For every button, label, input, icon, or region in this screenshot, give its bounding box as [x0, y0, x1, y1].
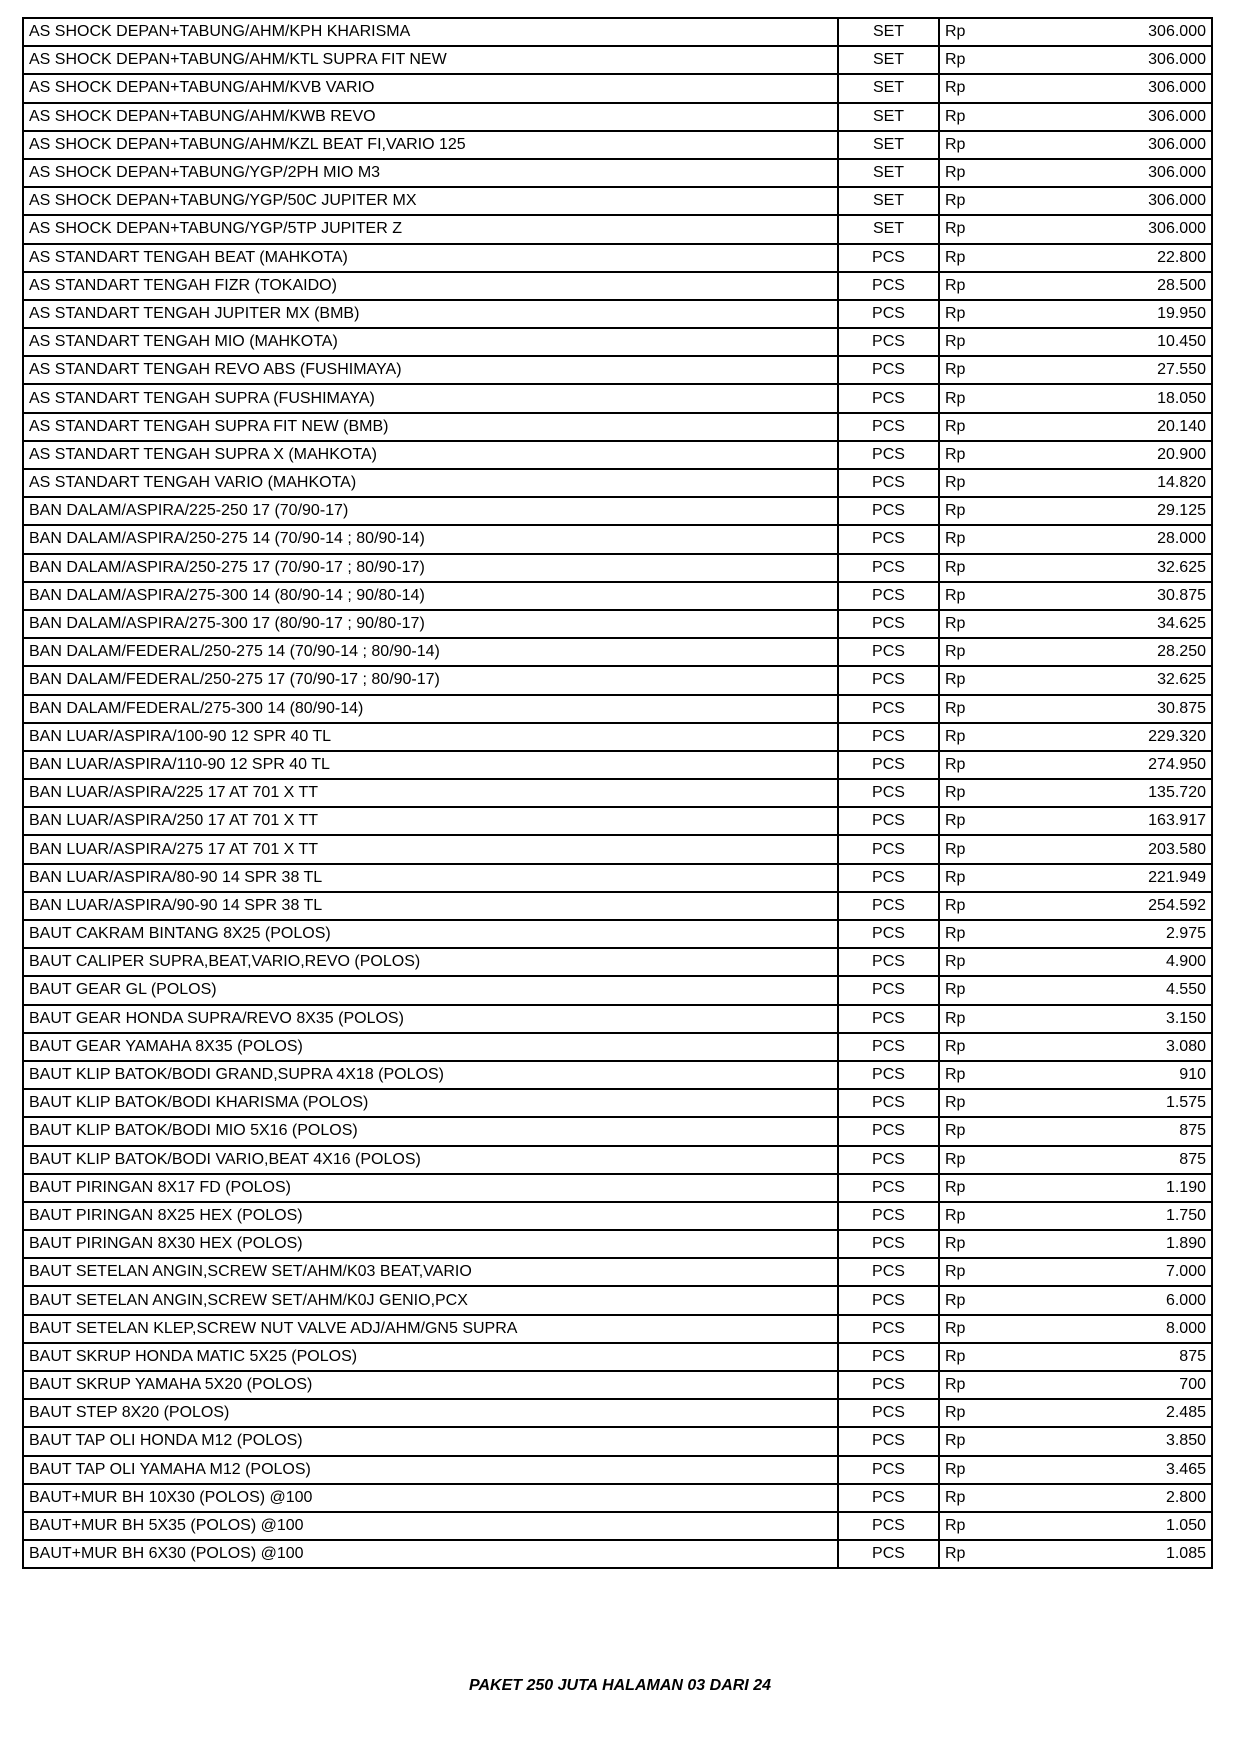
currency-cell: Rp: [939, 1286, 999, 1314]
item-name-cell: BAUT GEAR YAMAHA 8X35 (POLOS): [23, 1033, 838, 1061]
table-row: [23, 413, 1212, 441]
price-table-body: [23, 18, 1212, 1568]
table-row: [23, 187, 1212, 215]
price-cell: 20.140: [999, 413, 1212, 441]
price-cell: 20.900: [999, 441, 1212, 469]
price-cell: 875: [999, 1117, 1212, 1145]
currency-cell: Rp: [939, 1089, 999, 1117]
currency-cell: Rp: [939, 751, 999, 779]
item-name-cell: AS SHOCK DEPAN+TABUNG/AHM/KZL BEAT FI,VARIO 125: [23, 131, 838, 159]
currency-cell: Rp: [939, 131, 999, 159]
unit-cell: PCS: [838, 356, 939, 384]
price-cell: 32.625: [999, 666, 1212, 694]
price-cell: 135.720: [999, 779, 1212, 807]
unit-cell: SET: [838, 18, 939, 46]
price-cell: 4.900: [999, 948, 1212, 976]
table-row: [23, 948, 1212, 976]
item-name-cell: BAN LUAR/ASPIRA/110-90 12 SPR 40 TL: [23, 751, 838, 779]
item-name-cell: BAUT SETELAN ANGIN,SCREW SET/AHM/K0J GENIO,PCX: [23, 1286, 838, 1314]
currency-cell: Rp: [939, 864, 999, 892]
price-cell: 274.950: [999, 751, 1212, 779]
unit-cell: PCS: [838, 328, 939, 356]
currency-cell: Rp: [939, 723, 999, 751]
price-cell: 8.000: [999, 1315, 1212, 1343]
price-cell: 10.450: [999, 328, 1212, 356]
item-name-cell: BAUT+MUR BH 5X35 (POLOS) @100: [23, 1512, 838, 1540]
currency-cell: Rp: [939, 835, 999, 863]
unit-cell: PCS: [838, 638, 939, 666]
currency-cell: Rp: [939, 554, 999, 582]
currency-cell: Rp: [939, 18, 999, 46]
table-row: [23, 1202, 1212, 1230]
currency-cell: Rp: [939, 497, 999, 525]
price-cell: 34.625: [999, 610, 1212, 638]
table-row: [23, 159, 1212, 187]
item-name-cell: AS STANDART TENGAH FIZR (TOKAIDO): [23, 272, 838, 300]
table-row: [23, 779, 1212, 807]
currency-cell: Rp: [939, 610, 999, 638]
item-name-cell: BAN DALAM/FEDERAL/250-275 17 (70/90-17 ; 80/90-17): [23, 666, 838, 694]
price-table: [22, 17, 1213, 1569]
item-name-cell: BAUT+MUR BH 10X30 (POLOS) @100: [23, 1484, 838, 1512]
price-cell: 3.465: [999, 1456, 1212, 1484]
table-row: [23, 103, 1212, 131]
item-name-cell: AS SHOCK DEPAN+TABUNG/AHM/KTL SUPRA FIT NEW: [23, 46, 838, 74]
currency-cell: Rp: [939, 1258, 999, 1286]
item-name-cell: BAN DALAM/ASPIRA/275-300 14 (80/90-14 ; 90/80-14): [23, 582, 838, 610]
item-name-cell: BAN DALAM/ASPIRA/225-250 17 (70/90-17): [23, 497, 838, 525]
currency-cell: Rp: [939, 356, 999, 384]
currency-cell: Rp: [939, 103, 999, 131]
price-cell: 203.580: [999, 835, 1212, 863]
item-name-cell: BAN LUAR/ASPIRA/80-90 14 SPR 38 TL: [23, 864, 838, 892]
unit-cell: PCS: [838, 1202, 939, 1230]
item-name-cell: AS STANDART TENGAH MIO (MAHKOTA): [23, 328, 838, 356]
item-name-cell: BAUT+MUR BH 6X30 (POLOS) @100: [23, 1540, 838, 1568]
price-cell: 14.820: [999, 469, 1212, 497]
unit-cell: PCS: [838, 1033, 939, 1061]
item-name-cell: AS STANDART TENGAH SUPRA FIT NEW (BMB): [23, 413, 838, 441]
table-row: [23, 723, 1212, 751]
currency-cell: Rp: [939, 807, 999, 835]
currency-cell: Rp: [939, 1061, 999, 1089]
item-name-cell: BAUT SETELAN ANGIN,SCREW SET/AHM/K03 BEAT,VARIO: [23, 1258, 838, 1286]
currency-cell: Rp: [939, 1230, 999, 1258]
price-cell: 4.550: [999, 976, 1212, 1004]
table-row: [23, 807, 1212, 835]
currency-cell: Rp: [939, 1512, 999, 1540]
currency-cell: Rp: [939, 695, 999, 723]
price-cell: 3.150: [999, 1005, 1212, 1033]
table-row: [23, 46, 1212, 74]
currency-cell: Rp: [939, 1005, 999, 1033]
unit-cell: PCS: [838, 244, 939, 272]
table-row: [23, 244, 1212, 272]
unit-cell: PCS: [838, 1286, 939, 1314]
unit-cell: SET: [838, 74, 939, 102]
currency-cell: Rp: [939, 948, 999, 976]
item-name-cell: BAUT CAKRAM BINTANG 8X25 (POLOS): [23, 920, 838, 948]
table-row: [23, 272, 1212, 300]
table-row: [23, 1061, 1212, 1089]
item-name-cell: AS SHOCK DEPAN+TABUNG/YGP/5TP JUPITER Z: [23, 215, 838, 243]
currency-cell: Rp: [939, 1371, 999, 1399]
price-cell: 28.500: [999, 272, 1212, 300]
currency-cell: Rp: [939, 328, 999, 356]
table-row: [23, 1540, 1212, 1568]
price-cell: 910: [999, 1061, 1212, 1089]
unit-cell: PCS: [838, 1089, 939, 1117]
price-cell: 28.000: [999, 525, 1212, 553]
currency-cell: Rp: [939, 187, 999, 215]
unit-cell: PCS: [838, 1146, 939, 1174]
price-cell: 306.000: [999, 187, 1212, 215]
table-row: [23, 356, 1212, 384]
currency-cell: Rp: [939, 1343, 999, 1371]
currency-cell: Rp: [939, 1427, 999, 1455]
unit-cell: SET: [838, 215, 939, 243]
unit-cell: PCS: [838, 1258, 939, 1286]
currency-cell: Rp: [939, 1202, 999, 1230]
item-name-cell: BAN LUAR/ASPIRA/90-90 14 SPR 38 TL: [23, 892, 838, 920]
unit-cell: PCS: [838, 610, 939, 638]
price-cell: 1.050: [999, 1512, 1212, 1540]
unit-cell: SET: [838, 187, 939, 215]
price-list-sheet: [22, 17, 1211, 1569]
unit-cell: PCS: [838, 300, 939, 328]
unit-cell: PCS: [838, 976, 939, 1004]
table-row: [23, 1512, 1212, 1540]
item-name-cell: AS SHOCK DEPAN+TABUNG/AHM/KPH KHARISMA: [23, 18, 838, 46]
price-cell: 306.000: [999, 131, 1212, 159]
unit-cell: PCS: [838, 1540, 939, 1568]
currency-cell: Rp: [939, 1033, 999, 1061]
unit-cell: PCS: [838, 1427, 939, 1455]
item-name-cell: BAUT GEAR HONDA SUPRA/REVO 8X35 (POLOS): [23, 1005, 838, 1033]
table-row: [23, 1033, 1212, 1061]
price-cell: 875: [999, 1146, 1212, 1174]
table-row: [23, 976, 1212, 1004]
unit-cell: PCS: [838, 723, 939, 751]
item-name-cell: BAN DALAM/ASPIRA/250-275 17 (70/90-17 ; 80/90-17): [23, 554, 838, 582]
item-name-cell: BAN LUAR/ASPIRA/275 17 AT 701 X TT: [23, 835, 838, 863]
table-row: [23, 864, 1212, 892]
currency-cell: Rp: [939, 525, 999, 553]
price-cell: 6.000: [999, 1286, 1212, 1314]
item-name-cell: BAUT KLIP BATOK/BODI MIO 5X16 (POLOS): [23, 1117, 838, 1145]
currency-cell: Rp: [939, 413, 999, 441]
table-row: [23, 666, 1212, 694]
currency-cell: Rp: [939, 976, 999, 1004]
currency-cell: Rp: [939, 638, 999, 666]
price-cell: 1.750: [999, 1202, 1212, 1230]
table-row: [23, 1146, 1212, 1174]
item-name-cell: AS STANDART TENGAH VARIO (MAHKOTA): [23, 469, 838, 497]
unit-cell: PCS: [838, 835, 939, 863]
price-cell: 28.250: [999, 638, 1212, 666]
table-row: [23, 300, 1212, 328]
price-cell: 163.917: [999, 807, 1212, 835]
item-name-cell: BAUT SKRUP HONDA MATIC 5X25 (POLOS): [23, 1343, 838, 1371]
price-cell: 700: [999, 1371, 1212, 1399]
price-cell: 19.950: [999, 300, 1212, 328]
unit-cell: SET: [838, 131, 939, 159]
item-name-cell: BAUT KLIP BATOK/BODI VARIO,BEAT 4X16 (POLOS): [23, 1146, 838, 1174]
table-row: [23, 1286, 1212, 1314]
unit-cell: PCS: [838, 272, 939, 300]
table-row: [23, 835, 1212, 863]
price-cell: 3.080: [999, 1033, 1212, 1061]
item-name-cell: BAUT KLIP BATOK/BODI GRAND,SUPRA 4X18 (POLOS): [23, 1061, 838, 1089]
price-cell: 22.800: [999, 244, 1212, 272]
unit-cell: PCS: [838, 441, 939, 469]
table-row: [23, 638, 1212, 666]
table-row: [23, 469, 1212, 497]
currency-cell: Rp: [939, 920, 999, 948]
currency-cell: Rp: [939, 46, 999, 74]
table-row: [23, 1117, 1212, 1145]
item-name-cell: BAUT STEP 8X20 (POLOS): [23, 1399, 838, 1427]
unit-cell: PCS: [838, 1174, 939, 1202]
table-row: [23, 497, 1212, 525]
table-row: [23, 1089, 1212, 1117]
unit-cell: PCS: [838, 1005, 939, 1033]
item-name-cell: AS SHOCK DEPAN+TABUNG/AHM/KVB VARIO: [23, 74, 838, 102]
price-cell: 306.000: [999, 74, 1212, 102]
price-cell: 18.050: [999, 384, 1212, 412]
price-cell: 2.800: [999, 1484, 1212, 1512]
table-row: [23, 1174, 1212, 1202]
item-name-cell: BAUT SETELAN KLEP,SCREW NUT VALVE ADJ/AHM/GN5 SUPRA: [23, 1315, 838, 1343]
unit-cell: PCS: [838, 864, 939, 892]
price-cell: 3.850: [999, 1427, 1212, 1455]
item-name-cell: AS STANDART TENGAH SUPRA (FUSHIMAYA): [23, 384, 838, 412]
table-row: [23, 18, 1212, 46]
item-name-cell: BAUT KLIP BATOK/BODI KHARISMA (POLOS): [23, 1089, 838, 1117]
page-footer: PAKET 250 JUTA HALAMAN 03 DARI 24: [469, 1677, 771, 1694]
price-cell: 7.000: [999, 1258, 1212, 1286]
table-row: [23, 1343, 1212, 1371]
price-cell: 221.949: [999, 864, 1212, 892]
currency-cell: Rp: [939, 1456, 999, 1484]
price-cell: 254.592: [999, 892, 1212, 920]
table-row: [23, 582, 1212, 610]
unit-cell: PCS: [838, 497, 939, 525]
item-name-cell: BAUT PIRINGAN 8X25 HEX (POLOS): [23, 1202, 838, 1230]
price-cell: 1.890: [999, 1230, 1212, 1258]
currency-cell: Rp: [939, 892, 999, 920]
currency-cell: Rp: [939, 582, 999, 610]
currency-cell: Rp: [939, 1484, 999, 1512]
table-row: [23, 74, 1212, 102]
unit-cell: PCS: [838, 1371, 939, 1399]
table-row: [23, 131, 1212, 159]
unit-cell: SET: [838, 159, 939, 187]
unit-cell: SET: [838, 46, 939, 74]
currency-cell: Rp: [939, 244, 999, 272]
item-name-cell: AS STANDART TENGAH BEAT (MAHKOTA): [23, 244, 838, 272]
unit-cell: PCS: [838, 1512, 939, 1540]
item-name-cell: BAUT TAP OLI YAMAHA M12 (POLOS): [23, 1456, 838, 1484]
currency-cell: Rp: [939, 300, 999, 328]
price-cell: 30.875: [999, 695, 1212, 723]
unit-cell: PCS: [838, 384, 939, 412]
item-name-cell: BAN LUAR/ASPIRA/250 17 AT 701 X TT: [23, 807, 838, 835]
unit-cell: PCS: [838, 666, 939, 694]
table-row: [23, 1230, 1212, 1258]
item-name-cell: BAUT PIRINGAN 8X17 FD (POLOS): [23, 1174, 838, 1202]
currency-cell: Rp: [939, 1174, 999, 1202]
currency-cell: Rp: [939, 384, 999, 412]
currency-cell: Rp: [939, 1315, 999, 1343]
price-cell: 2.485: [999, 1399, 1212, 1427]
currency-cell: Rp: [939, 215, 999, 243]
unit-cell: PCS: [838, 1230, 939, 1258]
table-row: [23, 1315, 1212, 1343]
price-cell: 306.000: [999, 215, 1212, 243]
table-row: [23, 554, 1212, 582]
table-row: [23, 1456, 1212, 1484]
table-row: [23, 751, 1212, 779]
item-name-cell: AS SHOCK DEPAN+TABUNG/AHM/KWB REVO: [23, 103, 838, 131]
price-cell: 1.575: [999, 1089, 1212, 1117]
item-name-cell: BAN LUAR/ASPIRA/225 17 AT 701 X TT: [23, 779, 838, 807]
table-row: [23, 525, 1212, 553]
unit-cell: PCS: [838, 469, 939, 497]
item-name-cell: AS STANDART TENGAH SUPRA X (MAHKOTA): [23, 441, 838, 469]
price-cell: 306.000: [999, 46, 1212, 74]
currency-cell: Rp: [939, 1117, 999, 1145]
item-name-cell: BAN LUAR/ASPIRA/100-90 12 SPR 40 TL: [23, 723, 838, 751]
table-row: [23, 920, 1212, 948]
unit-cell: PCS: [838, 892, 939, 920]
item-name-cell: BAUT SKRUP YAMAHA 5X20 (POLOS): [23, 1371, 838, 1399]
unit-cell: PCS: [838, 1399, 939, 1427]
unit-cell: PCS: [838, 948, 939, 976]
table-row: [23, 610, 1212, 638]
unit-cell: PCS: [838, 1484, 939, 1512]
price-cell: 875: [999, 1343, 1212, 1371]
currency-cell: Rp: [939, 666, 999, 694]
currency-cell: Rp: [939, 159, 999, 187]
price-cell: 306.000: [999, 103, 1212, 131]
table-row: [23, 1258, 1212, 1286]
unit-cell: PCS: [838, 554, 939, 582]
item-name-cell: AS SHOCK DEPAN+TABUNG/YGP/2PH MIO M3: [23, 159, 838, 187]
unit-cell: PCS: [838, 413, 939, 441]
table-row: [23, 384, 1212, 412]
item-name-cell: BAUT PIRINGAN 8X30 HEX (POLOS): [23, 1230, 838, 1258]
table-row: [23, 1399, 1212, 1427]
price-cell: 306.000: [999, 18, 1212, 46]
item-name-cell: BAN DALAM/ASPIRA/250-275 14 (70/90-14 ; 80/90-14): [23, 525, 838, 553]
table-row: [23, 1427, 1212, 1455]
price-cell: 30.875: [999, 582, 1212, 610]
item-name-cell: BAUT GEAR GL (POLOS): [23, 976, 838, 1004]
unit-cell: PCS: [838, 751, 939, 779]
price-cell: 2.975: [999, 920, 1212, 948]
price-cell: 229.320: [999, 723, 1212, 751]
currency-cell: Rp: [939, 1540, 999, 1568]
unit-cell: PCS: [838, 1061, 939, 1089]
unit-cell: PCS: [838, 779, 939, 807]
table-row: [23, 441, 1212, 469]
item-name-cell: BAUT CALIPER SUPRA,BEAT,VARIO,REVO (POLOS): [23, 948, 838, 976]
currency-cell: Rp: [939, 1146, 999, 1174]
unit-cell: PCS: [838, 582, 939, 610]
table-row: [23, 215, 1212, 243]
item-name-cell: AS STANDART TENGAH JUPITER MX (BMB): [23, 300, 838, 328]
table-row: [23, 328, 1212, 356]
table-row: [23, 1484, 1212, 1512]
unit-cell: PCS: [838, 1343, 939, 1371]
price-cell: 27.550: [999, 356, 1212, 384]
table-row: [23, 1371, 1212, 1399]
item-name-cell: BAN DALAM/FEDERAL/275-300 14 (80/90-14): [23, 695, 838, 723]
item-name-cell: BAN DALAM/ASPIRA/275-300 17 (80/90-17 ; 90/80-17): [23, 610, 838, 638]
table-row: [23, 892, 1212, 920]
currency-cell: Rp: [939, 1399, 999, 1427]
price-cell: 29.125: [999, 497, 1212, 525]
price-cell: 1.190: [999, 1174, 1212, 1202]
item-name-cell: AS STANDART TENGAH REVO ABS (FUSHIMAYA): [23, 356, 838, 384]
currency-cell: Rp: [939, 74, 999, 102]
unit-cell: PCS: [838, 807, 939, 835]
table-row: [23, 695, 1212, 723]
unit-cell: PCS: [838, 695, 939, 723]
price-cell: 1.085: [999, 1540, 1212, 1568]
unit-cell: SET: [838, 103, 939, 131]
item-name-cell: AS SHOCK DEPAN+TABUNG/YGP/50C JUPITER MX: [23, 187, 838, 215]
item-name-cell: BAN DALAM/FEDERAL/250-275 14 (70/90-14 ; 80/90-14): [23, 638, 838, 666]
unit-cell: PCS: [838, 525, 939, 553]
price-cell: 306.000: [999, 159, 1212, 187]
unit-cell: PCS: [838, 1117, 939, 1145]
currency-cell: Rp: [939, 469, 999, 497]
unit-cell: PCS: [838, 920, 939, 948]
unit-cell: PCS: [838, 1456, 939, 1484]
currency-cell: Rp: [939, 272, 999, 300]
currency-cell: Rp: [939, 779, 999, 807]
price-cell: 32.625: [999, 554, 1212, 582]
unit-cell: PCS: [838, 1315, 939, 1343]
currency-cell: Rp: [939, 441, 999, 469]
item-name-cell: BAUT TAP OLI HONDA M12 (POLOS): [23, 1427, 838, 1455]
table-row: [23, 1005, 1212, 1033]
